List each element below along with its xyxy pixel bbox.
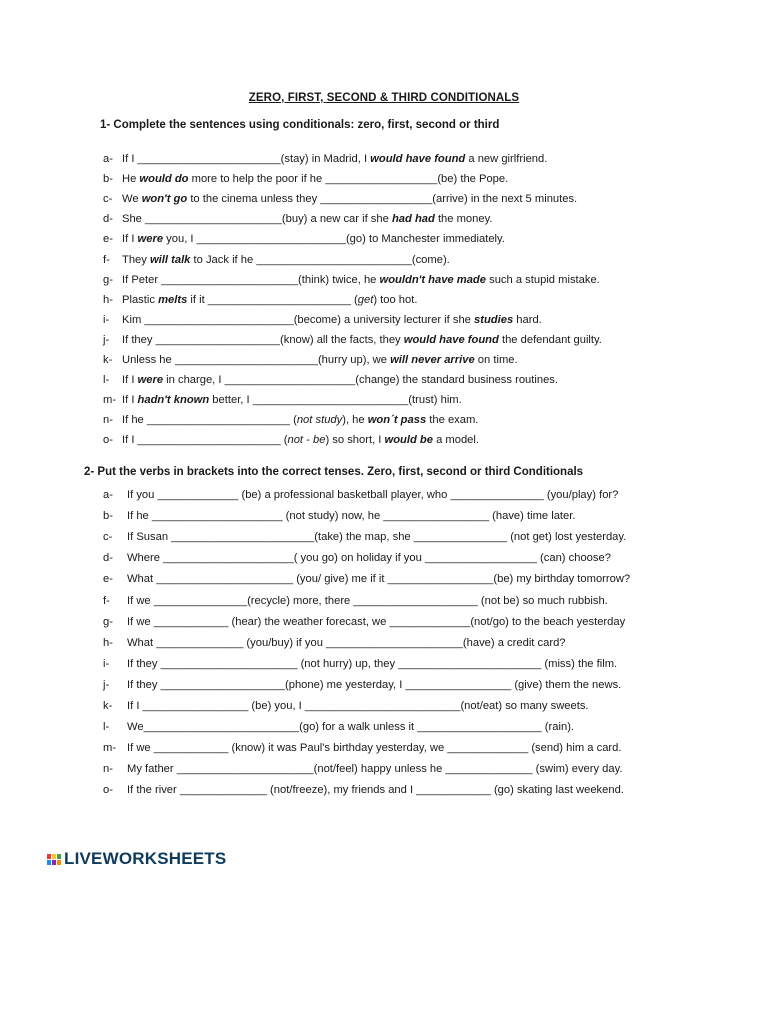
section-2-heading: 2- Put the verbs in brackets into the correct tenses. Zero, first, second or third Conditionals <box>84 466 584 478</box>
item-sentence: If Susan _______________________(take) the map, she _______________ (not get) lost yesterday. <box>127 531 627 544</box>
emphasized-verb: won´t pass <box>367 414 427 427</box>
emphasized-verb: would be <box>384 434 433 447</box>
italic-text: not - be <box>287 434 326 447</box>
item-letter: l- <box>103 374 110 387</box>
italic-text: not study <box>296 414 343 427</box>
sentence-text: the defendant guilty. <box>498 333 602 346</box>
sentence-text: in charge, I _____________________(change) the standard business routines. <box>163 374 559 387</box>
sentence-text: If I _______________________(stay) in Madrid, I <box>122 153 371 165</box>
sentence-text: If he _______________________ ( <box>122 414 297 427</box>
item-sentence: Where _____________________( you go) on holiday if you __________________ (can) choose? <box>127 552 611 565</box>
logo-square <box>47 860 51 865</box>
item-letter: d- <box>103 552 113 565</box>
logo-text: LIVEWORKSHEETS <box>64 849 227 868</box>
sentence-text: to Jack if he _________________________(come). <box>190 253 450 266</box>
item-sentence <box>122 353 518 367</box>
item-letter: e- <box>103 233 113 246</box>
item-letter: k- <box>103 354 113 366</box>
item-sentence: If we ____________ (hear) the weather forecast, we _____________(not/go) to the beach yesterday <box>127 615 626 628</box>
item-sentence: If the river ______________ (not/freeze), my friends and I ____________ (go) skating last weekend. <box>127 784 624 797</box>
item-sentence: If I _________________ (be) you, I _________________________(not/eat) so many sweets. <box>127 700 589 712</box>
item-sentence: What ______________________ (you/ give) me if it _________________(be) my birthday tomorrow? <box>127 573 631 586</box>
sentence-text: a model. <box>432 434 480 447</box>
item-sentence: If you _____________ (be) a professional basketball player, who _______________ (you/play) for? <box>127 489 619 501</box>
sentence-text: If they ____________________(know) all the facts, they <box>122 333 404 346</box>
sentence-text: If I _______________________ ( <box>122 434 288 447</box>
item-letter: o- <box>103 784 113 797</box>
emphasized-verb: hadn't known <box>137 394 210 407</box>
item-letter: o- <box>103 434 113 447</box>
sentence-text: If I <box>122 394 138 407</box>
item-letter: f- <box>103 253 110 266</box>
item-sentence: If we ____________ (know) it was Paul's birthday yesterday, we _____________ (send) him a card. <box>127 742 622 755</box>
sentence-text: more to help the poor if he __________________(be) the Pope. <box>188 173 509 186</box>
emphasized-verb: would have found <box>403 333 499 346</box>
item-sentence: If we _______________(recycle) more, there ____________________ (not be) so much rubbish. <box>127 594 608 607</box>
emphasized-verb: would do <box>139 173 189 186</box>
emphasized-verb: were <box>137 233 164 246</box>
item-letter: l- <box>103 721 110 734</box>
item-sentence <box>122 313 542 327</box>
item-letter: d- <box>103 213 113 226</box>
emphasized-verb: were <box>137 374 164 387</box>
item-sentence <box>122 253 450 267</box>
item-letter: n- <box>103 414 113 427</box>
item-letter: e- <box>103 573 113 586</box>
item-letter: i- <box>103 313 110 326</box>
item-sentence: What ______________ (you/buy) if you ______________________(have) a credit card? <box>127 636 566 649</box>
item-sentence: If they ____________________(phone) me yesterday, I _________________ (give) them the news. <box>127 678 622 691</box>
item-letter: a- <box>103 489 113 501</box>
sentence-text: hard. <box>513 313 542 326</box>
emphasized-verb: had had <box>391 213 435 226</box>
sentence-text: They <box>122 253 150 266</box>
emphasized-verb: will never arrive <box>390 354 475 366</box>
item-letter: b- <box>103 510 113 523</box>
item-letter: g- <box>103 615 113 628</box>
liveworksheets-logo <box>47 849 226 869</box>
item-sentence <box>122 373 558 387</box>
item-sentence <box>122 433 479 447</box>
liveworksheets-logo-icon <box>47 854 61 865</box>
item-letter: c- <box>103 531 113 544</box>
sentence-text: Kim ________________________(become) a university lecturer if she <box>122 313 475 326</box>
item-letter: f- <box>103 594 110 607</box>
sentence-text: the money. <box>434 213 493 226</box>
item-sentence <box>122 333 602 347</box>
sentence-text: better, I _________________________(trust) him. <box>209 394 462 407</box>
sentence-text: if it _______________________ ( <box>187 293 358 306</box>
item-sentence <box>122 413 478 427</box>
item-letter: m- <box>103 394 117 407</box>
sentence-text: Unless he _______________________(hurry up), we <box>122 354 391 366</box>
emphasized-verb: will talk <box>149 253 191 266</box>
item-sentence <box>122 393 462 407</box>
emphasized-verb: won't go <box>141 193 188 206</box>
sentence-text: She ______________________(buy) a new car if she <box>122 213 392 226</box>
logo-square <box>52 860 56 865</box>
sentence-text: ) so short, I <box>325 434 385 447</box>
item-sentence <box>122 273 600 287</box>
item-letter: h- <box>103 636 113 649</box>
sentence-text: to the cinema unless they __________________(arrive) in the next 5 minutes. <box>187 193 578 206</box>
item-letter: g- <box>103 273 113 286</box>
sentence-text: a new girlfriend. <box>465 153 548 165</box>
item-sentence <box>122 293 417 307</box>
item-sentence: We_________________________(go) for a walk unless it ____________________ (rain). <box>127 721 575 734</box>
item-sentence <box>122 172 508 186</box>
logo-square <box>52 854 56 859</box>
item-sentence <box>122 232 505 246</box>
item-sentence <box>122 152 547 166</box>
item-letter: i- <box>103 657 110 670</box>
sentence-text: If I <box>122 233 138 246</box>
sentence-text: If I <box>122 374 138 387</box>
emphasized-verb: melts <box>158 293 188 306</box>
italic-text: get <box>357 293 374 306</box>
item-letter: a- <box>103 153 113 165</box>
sentence-text: We <box>122 193 142 206</box>
logo-square <box>47 854 51 859</box>
item-letter: j- <box>103 678 110 691</box>
section-1-heading: 1- Complete the sentences using conditionals: zero, first, second or third <box>100 119 500 131</box>
worksheet-title: ZERO, FIRST, SECOND & THIRD CONDITIONALS <box>248 92 520 104</box>
item-sentence: If they ______________________ (not hurry) up, they _______________________ (miss) the film. <box>127 657 618 670</box>
item-sentence: My father ______________________(not/feel) happy unless he ______________ (swim) every day. <box>127 763 623 776</box>
sentence-text: If Peter ______________________(think) twice, he <box>122 273 380 286</box>
logo-square <box>57 860 61 865</box>
logo-square <box>57 854 61 859</box>
sentence-text: such a stupid mistake. <box>486 273 600 286</box>
item-letter: h- <box>103 293 113 306</box>
sentence-text: the exam. <box>426 414 479 427</box>
emphasized-verb: would have found <box>370 153 466 165</box>
item-letter: n- <box>103 763 113 776</box>
sentence-text: you, I ________________________(go) to Manchester immediately. <box>163 233 505 246</box>
sentence-text: ) too hot. <box>373 293 418 306</box>
item-sentence: If he _____________________ (not study) now, he _________________ (have) time later. <box>127 510 576 523</box>
item-letter: m- <box>103 742 117 755</box>
sentence-text: Plastic <box>122 293 159 306</box>
sentence-text: ), he <box>342 414 368 427</box>
item-sentence <box>122 212 492 226</box>
emphasized-verb: wouldn't have made <box>379 273 486 286</box>
item-sentence <box>122 192 577 206</box>
item-letter: j- <box>103 333 110 346</box>
item-letter: b- <box>103 173 113 186</box>
sentence-text: He <box>122 173 140 186</box>
emphasized-verb: studies <box>474 313 514 326</box>
sentence-text: on time. <box>474 354 518 366</box>
item-letter: c- <box>103 193 113 206</box>
item-letter: k- <box>103 700 113 712</box>
